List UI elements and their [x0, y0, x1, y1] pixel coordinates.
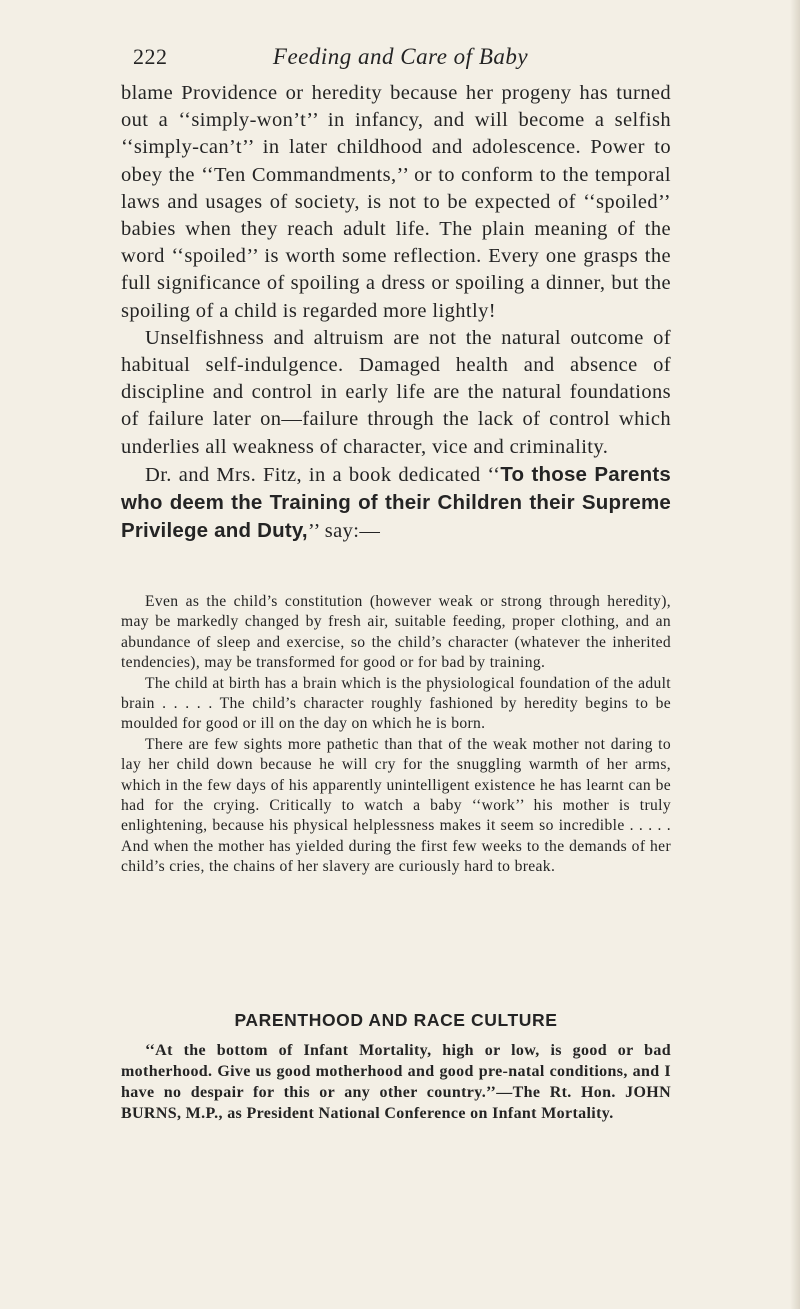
- paragraph-1: blame Providence or heredity because her progeny has turned out a ‘‘simply-won’t’’ in infancy, and will become a selfish ‘‘simply-can’t’’ in later childhood and adolescence. Power to obey the ‘‘Ten Commandments,’’ or to conform to the temporal laws and usages of society, is not to be expected of ‘‘spoiled’’ babies when they reach adult life. The plain meaning of the word ‘‘spoiled’’ is worth some reflection. Every one grasps the full significance of spoiling a dress or spoiling a dinner, but the spoiling of a child is regarded more lightly!: [121, 82, 671, 322]
- section-heading: PARENTHOOD AND RACE CULTURE: [234, 1010, 558, 1030]
- quote-paragraph-3: There are few sights more pathetic than that of the weak mother not daring to lay her child down because he will cry for the snuggling warmth of her arms, which in the few days of his apparently unintelligent existence he has learnt can be had for the crying. Critically to watch a baby ‘‘work’’ his mother is truly enlightening, because his physical helplessness makes it seem so incredible . . . . . And when the mother has yielded during the first few weeks to the demands of her child’s cries, the chains of her slavery are curiously hard to break.: [121, 735, 671, 876]
- book-dedication: To those Parents who deem the Training of their Children their Supreme Privilege and Duty,: [121, 462, 672, 543]
- quote-paragraph-1: Even as the child’s constitution (however weak or strong through heredity), may be markedly changed by fresh air, suitable feeding, proper clothing, and an abundance of sleep and exercise, so the child’s character (whatever the inherited tendencies), may be transformed for good or for bad by training.: [121, 593, 671, 672]
- main-text: [121, 80, 671, 545]
- page-edge-shadow: [790, 0, 800, 1309]
- page-header: [133, 44, 668, 74]
- paragraph-3-end: ’’ say:—: [307, 520, 381, 543]
- page-number: 222: [133, 44, 168, 69]
- quote-paragraph-2: The child at birth has a brain which is the physiological foundation of the adult brain . . . . . The child’s character roughly fashioned by heredity begins to be moulded for good or ill on the day on which he is born.: [121, 674, 671, 733]
- running-head: Feeding and Care of Baby: [272, 44, 529, 69]
- closing-quotation: [121, 1040, 671, 1124]
- paragraph-3-intro: Dr. and Mrs. Fitz, in a book dedicated ‘‘: [145, 463, 501, 486]
- paragraph-3: [121, 461, 671, 546]
- block-quotation: [121, 592, 671, 878]
- closing-quote-text: ‘‘At the bottom of Infant Mortality, high or low, is good or bad motherhood. Give us good motherhood and good pre-natal conditions, and I have no despair for this or any other country.’’—The Rt. Hon. JOHN BURNS, M.P., as President National Conference on Infant Mortality.: [121, 1042, 671, 1122]
- paragraph-2: Unselfishness and altruism are not the natural outcome of habitual self-indulgence. Damaged health and absence of discipline and control in early life are the natural foundations of failure later on—failure through the lack of control which underlies all weakness of character, vice and criminality.: [121, 326, 671, 458]
